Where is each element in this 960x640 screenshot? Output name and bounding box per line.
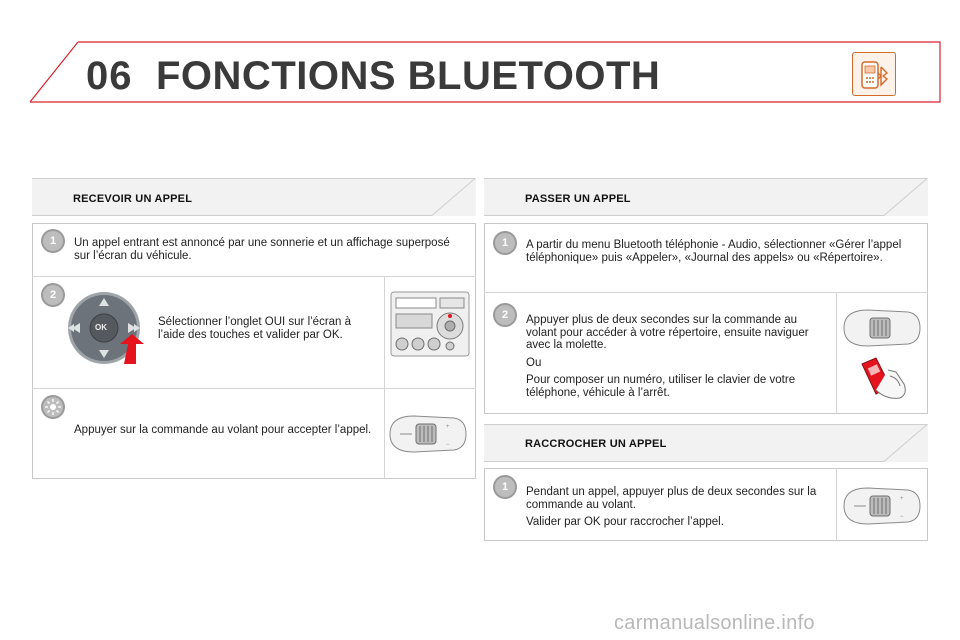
step-badge-1: 1 <box>492 230 520 258</box>
hangup-step1-text-block <box>526 486 826 534</box>
svg-text:+: + <box>446 424 450 430</box>
step-badge-2: 2 <box>492 302 520 330</box>
ok-button-label: OK <box>95 323 107 332</box>
divider <box>32 276 476 277</box>
svg-text:−: − <box>446 442 450 448</box>
divider <box>836 469 837 541</box>
receive-section-title: RECEVOIR UN APPEL <box>73 193 193 205</box>
hangup-step1-text-alt: Valider par OK pour raccrocher l’appel. <box>526 516 724 528</box>
steering-stalk-icon <box>842 476 924 536</box>
steering-stalk-icon <box>388 404 470 464</box>
tip-icon <box>40 394 68 422</box>
receive-step2-text: Sélectionner l’onglet OUI sur l’écran à l’aide des touches et valider par OK. <box>158 316 352 341</box>
divider <box>384 277 385 388</box>
chapter-title: FONCTIONS BLUETOOTH <box>156 54 661 98</box>
hangup-section-title: RACCROCHER UN APPEL <box>525 438 667 450</box>
call-section-title: PASSER UN APPEL <box>525 193 631 205</box>
hangup-step1-text: Pendant un appel, appuyer plus de deux secondes sur la commande au volant. <box>526 486 817 511</box>
call-section-header <box>484 178 928 216</box>
step-badge-1: 1 <box>492 474 520 502</box>
call-step2-or: Ou <box>526 356 542 369</box>
page-header <box>30 40 942 106</box>
steering-stalk-and-phone-icon <box>842 300 924 412</box>
svg-text:−: − <box>900 514 904 520</box>
divider <box>384 389 385 479</box>
call-step1-text: A partir du menu Bluetooth téléphonie - Audio, sélectionner «Gérer l’appel téléphonique» puis «Appeler», «Journal des appels» ou «Répertoire». <box>526 239 902 264</box>
step-badge-2: 2 <box>40 282 68 310</box>
call-step2-text: Appuyer plus de deux secondes sur la commande au volant pour accéder à votre répertoire, ensuite naviguer avec la molette. <box>526 314 809 351</box>
bluetooth-phone-icon <box>852 52 896 96</box>
watermark: carmanualsonline.info <box>614 612 815 634</box>
receive-step3-text: Appuyer sur la commande au volant pour accepter l’appel. <box>74 424 372 436</box>
svg-text:+: + <box>900 496 904 502</box>
step-badge-1: 1 <box>40 228 68 256</box>
call-step2-text-alt: Pour composer un numéro, utiliser le clavier de votre téléphone, véhicule à l’arrêt. <box>526 374 796 399</box>
divider <box>32 388 476 389</box>
chapter-number: 06 <box>86 54 133 98</box>
call-step2-text-block <box>526 314 816 404</box>
radio-head-unit-icon <box>390 290 470 360</box>
hangup-section-header <box>484 424 928 462</box>
divider <box>836 293 837 414</box>
receive-section-header <box>32 178 476 216</box>
divider <box>484 292 928 293</box>
ok-navigation-pad-icon <box>66 286 150 370</box>
receive-step1-text: Un appel entrant est annoncé par une sonnerie et un affichage superposé sur l’écran du véhicule. <box>74 237 450 262</box>
